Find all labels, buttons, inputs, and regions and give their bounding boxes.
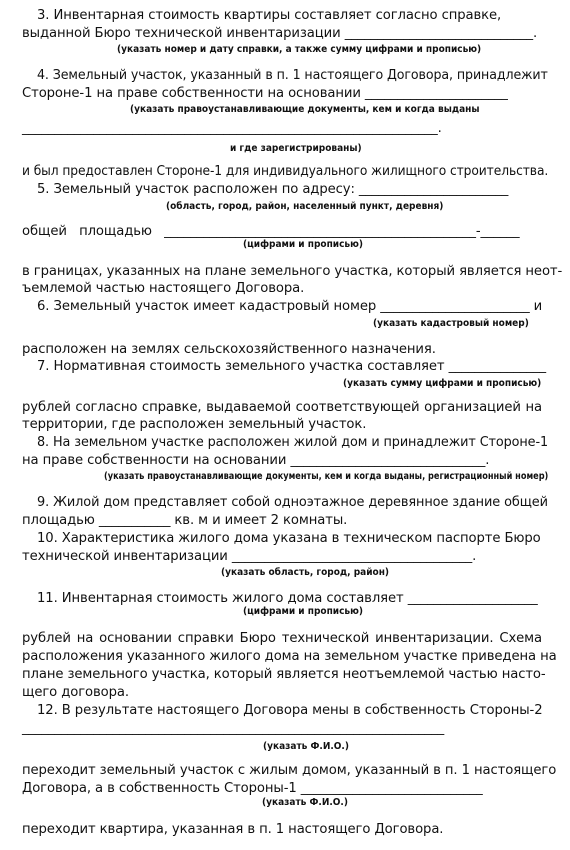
- text-line: 6. Земельный участок имеет кадастровый номер _______________________ и: [37, 299, 543, 314]
- field-hint: (указать Ф.И.О.): [263, 741, 349, 752]
- text-line: 4. Земельный участок, указанный в п. 1 настоящего Договора, принадлежит: [37, 68, 548, 83]
- text-line: 7. Нормативная стоимость земельного участка составляет _______________: [37, 359, 546, 374]
- field-hint: и где зарегистрированы): [230, 143, 362, 154]
- field-hint: (указать Ф.И.О.): [262, 797, 348, 808]
- text-line: ъемлемой частью настоящего Договора.: [22, 281, 305, 296]
- text-line: ________________________________________________________________.: [22, 121, 442, 136]
- text-line: _________________________________________________________________: [22, 721, 445, 736]
- text-line: Стороне-1 на праве собственности на основании ______________________: [22, 86, 508, 101]
- text-line: щего договора.: [22, 685, 129, 700]
- text-line: на праве собственности на основании ______________________________.: [22, 453, 490, 468]
- text-line: территории, где расположен земельный участок.: [22, 417, 367, 432]
- field-hint: (цифрами и прописью): [243, 606, 363, 617]
- field-hint: (указать область, город, район): [221, 567, 390, 578]
- text-line: 10. Характеристика жилого дома указана в техническом паспорте Бюро: [37, 531, 541, 546]
- text-line: 9. Жилой дом представляет собой одноэтажное деревянное здание общей: [37, 495, 548, 510]
- text-line: в границах, указанных на плане земельного участка, который является неот-: [22, 264, 563, 279]
- text-line: переходит земельный участок с жилым домом, указанный в п. 1 настоящего: [22, 763, 557, 778]
- text-line: 3. Инвентарная стоимость квартиры составляет согласно справке,: [37, 8, 502, 23]
- text-line: плане земельного участка, который является неотъемлемой частью насто-: [22, 667, 546, 682]
- text-line: 11. Инвентарная стоимость жилого дома составляет ____________________: [37, 591, 538, 606]
- text-line: 8. На земельном участке расположен жилой дом и принадлежит Стороне-1: [37, 435, 549, 450]
- text-line: расположения указанного жилого дома на земельном участке приведена на: [22, 649, 557, 664]
- field-hint: (указать правоустанавливающие документы, кем и когда выданы: [130, 104, 480, 115]
- field-hint: (цифрами и прописью): [243, 239, 363, 250]
- text-line: 5. Земельный участок расположен по адресу: _______________________: [37, 182, 509, 197]
- text-line: технической инвентаризации _____________________________________.: [22, 549, 477, 564]
- text-line: переходит квартира, указанная в п. 1 настоящего Договора.: [22, 822, 444, 837]
- text-line: рублей на основании справки Бюро технической инвентаризации. Схема: [22, 631, 542, 646]
- field-hint: (указать номер и дату справки, а также сумму цифрами и прописью): [117, 44, 482, 55]
- text-line: 12. В результате настоящего Договора мены в собственность Стороны-2: [37, 703, 543, 718]
- text-line: рублей согласно справке, выдаваемой соответствующей организацией на: [22, 400, 542, 415]
- field-hint: (указать правоустанавливающие документы, кем и когда выданы, регистрационный номер): [104, 471, 549, 482]
- field-hint: (указать кадастровый номер): [373, 318, 529, 329]
- text-line: расположен на землях сельскохозяйственного назначения.: [22, 342, 436, 357]
- text-line: выданной Бюро технической инвентаризации _____________________________.: [22, 26, 538, 41]
- field-hint: (указать сумму цифрами и прописью): [343, 378, 542, 389]
- text-line: общей площадью ________________________________________________-______: [22, 224, 520, 239]
- field-hint: (область, город, район, населенный пункт, деревня): [166, 201, 444, 212]
- text-line: Договора, а в собственность Стороны-1 ____________________________: [22, 781, 483, 796]
- text-line: площадью ___________ кв. м и имеет 2 комнаты.: [22, 513, 348, 528]
- text-line: и был предоставлен Стороне-1 для индивидуального жилищного строительства.: [22, 164, 549, 179]
